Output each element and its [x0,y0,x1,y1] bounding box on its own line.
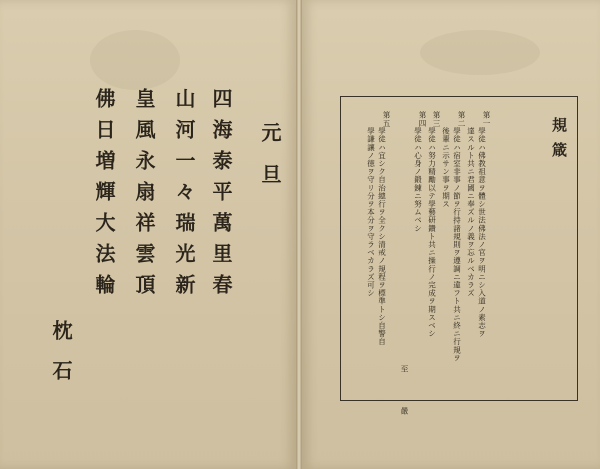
rules-signature: 至 嚴 [400,365,409,421]
rules-title: 規箴 [550,117,568,167]
bleed-mark [90,30,180,90]
bleed-mark [420,30,540,75]
rule-number: 第四 [418,111,427,128]
rule-text: 學徒ハ心身ノ鍛錬ニ努ムベシ [413,127,423,233]
rule-number: 第二 [457,111,466,128]
poem-line-1: 四海泰平萬里春 [209,88,233,305]
rule-text: 學徒ハ宿室非事ノ節ヲ行持諸規則ヲ遵調ニ違フト共ニ終ニ行規ヲ [452,127,462,362]
poem-line-3: 皇風永扇祥雲頂 [132,88,156,305]
poem-author: 枕石 [49,320,73,400]
rule-number: 第三 [432,111,441,128]
poem-title: 元旦 [258,122,282,206]
rule-number: 第一 [482,111,491,128]
rule-text: 學謙讓ノ徳ヲ守リ分ヲ本分ヲ守ラベカラズ可シ [366,127,376,298]
rule-number: 第五 [382,111,391,128]
poem-line-2: 山河一々瑞光新 [172,88,196,305]
rules-frame [340,96,578,421]
rule-text: 學徒ハ努力精勵以テ學藝研鑽ト共ニ操行ノ完成ヲ期スベシ [427,127,437,338]
rule-text: 學徒ハ宜シク自治總行ヲ全クシ清戒ノ規程ヲ標準トシ自警自 [377,127,387,346]
rule-text: 後輩ニ示サン事ヲ期ス [441,127,451,208]
rule-text: 學徒ハ佛教祖意ヲ體シ世法佛法ノ官ヲ明ニシ入道ノ素志ヲ [477,127,487,338]
rule-text: 達スルト共ニ君國ニ奉ズルノ義ヲ忘ルベカラズ [466,127,476,298]
poem-line-4: 佛日増輝大法輪 [92,88,116,305]
